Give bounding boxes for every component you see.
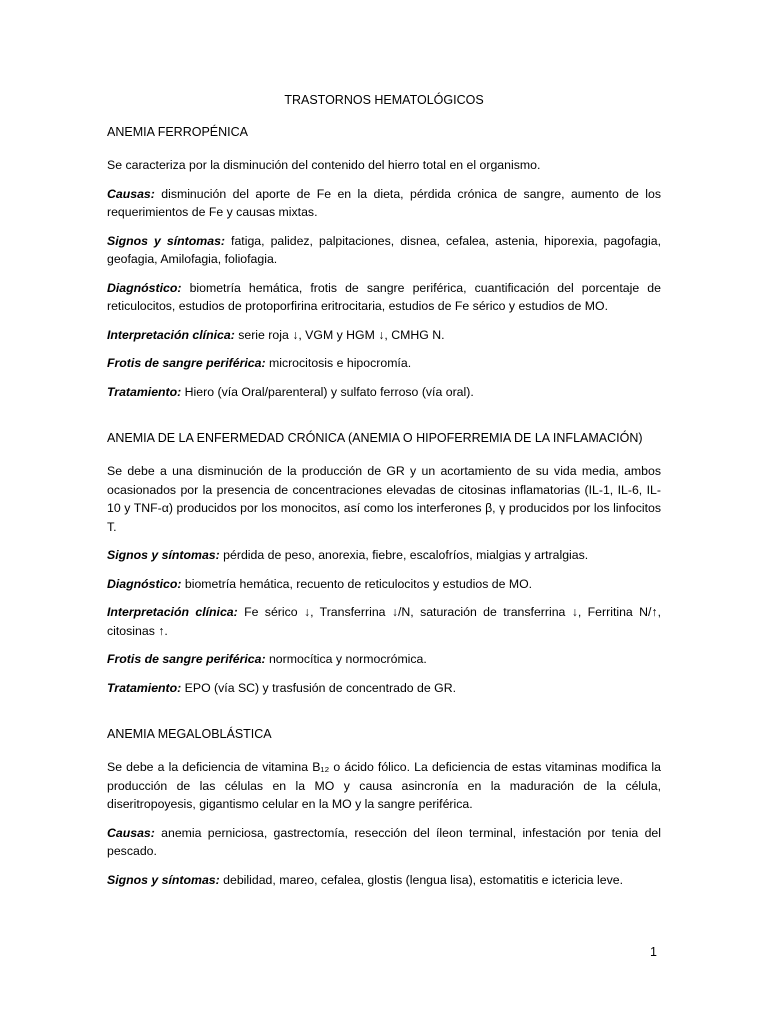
page-number: 1 xyxy=(650,945,657,959)
paragraph-label: Tratamiento: xyxy=(107,384,182,399)
paragraph-text: Se caracteriza por la disminución del contenido del hierro total en el organismo. xyxy=(107,158,541,172)
paragraph-text: biometría hemática, frotis de sangre periférica, cuantificación del porcentaje de reticulocitos, estudios de protoporfirina eritrocitaria, estudios de Fe sérico y estudios de MO. xyxy=(107,280,661,313)
section-heading: ANEMIA FERROPÉNICA xyxy=(107,125,248,139)
document-body xyxy=(107,93,661,899)
paragraph xyxy=(107,326,661,345)
paragraph-text: Se debe a una disminución de la producción de GR y un acortamiento de su vida media, ambos ocasionados por la presencia de concentraciones elevadas de citosinas inflamatorias (IL-1, IL-6, IL-10 y TNF-α) producidos por los monocitos, así como los interferones β, γ producidos por los linfocitos T. xyxy=(107,464,661,534)
paragraph-text: normocítica y normocrómica. xyxy=(265,652,427,666)
paragraph xyxy=(107,156,661,175)
paragraph-label: Signos y síntomas: xyxy=(107,233,225,248)
paragraph xyxy=(107,603,661,640)
paragraph-label: Tratamiento: xyxy=(107,680,182,695)
paragraph-label: Diagnóstico: xyxy=(107,576,182,591)
paragraph xyxy=(107,824,661,861)
paragraph-label: Frotis de sangre periférica: xyxy=(107,356,266,370)
paragraph-label: Diagnóstico: xyxy=(107,280,182,295)
paragraph-text: Fe sérico ↓, Transferrina ↓/N, saturación de transferrina ↓, Ferritina N/↑, citosinas ↑. xyxy=(107,605,661,638)
paragraph-label: Causas: xyxy=(107,825,155,840)
paragraph-text: EPO (vía SC) y trasfusión de concentrado de GR. xyxy=(181,680,457,695)
paragraph-text: serie roja ↓, VGM y HGM ↓, CMHG N. xyxy=(234,327,445,342)
section-heading: ANEMIA MEGALOBLÁSTICA xyxy=(107,727,272,741)
paragraph-text: anemia perniciosa, gastrectomía, resección del íleon terminal, infestación por tenia del pescado. xyxy=(107,825,661,858)
paragraph-label: Interpretación clínica: xyxy=(107,327,235,342)
sections-container xyxy=(107,125,661,889)
paragraph xyxy=(107,679,661,698)
paragraph-text: disminución del aporte de Fe en la dieta, pérdida crónica de sangre, aumento de los requerimientos de Fe y causas mixtas. xyxy=(107,186,661,219)
section-gap xyxy=(107,707,661,727)
section-heading: ANEMIA DE LA ENFERMEDAD CRÓNICA (ANEMIA O HIPOFERREMIA DE LA INFLAMACIÓN) xyxy=(107,431,643,445)
paragraph-text: microcitosis e hipocromía. xyxy=(265,356,412,370)
paragraph-label: Causas: xyxy=(107,186,155,201)
paragraph xyxy=(107,462,661,536)
paragraph xyxy=(107,575,661,594)
section-gap xyxy=(107,411,661,431)
paragraph xyxy=(107,546,661,565)
paragraph-text: biometría hemática, recuento de reticulocitos y estudios de MO. xyxy=(181,576,533,591)
paragraph-label: Frotis de sangre periférica: xyxy=(107,652,266,666)
paragraph-text: debilidad, mareo, cefalea, glostis (lengua lisa), estomatitis e ictericia leve. xyxy=(219,872,624,887)
paragraph xyxy=(107,232,661,269)
document-title: TRASTORNOS HEMATOLÓGICOS xyxy=(284,93,484,107)
paragraph-label: Interpretación clínica: xyxy=(107,605,238,619)
paragraph xyxy=(107,650,661,669)
paragraph-text: Se debe a la deficiencia de vitamina B₁₂ o ácido fólico. La deficiencia de estas vitaminas modifica la producción de las células en la MO y causa asincronía en la maduración de la célula, diseritropoyesis, gigantismo celular en la MO y la sangre periférica. xyxy=(107,760,661,811)
paragraph xyxy=(107,279,661,316)
paragraph xyxy=(107,758,661,814)
paragraph-label: Signos y síntomas: xyxy=(107,872,220,887)
paragraph-text: fatiga, palidez, palpitaciones, disnea, cefalea, astenia, hiporexia, pagofagia, geofagia, Amilofagia, foliofagia. xyxy=(107,233,661,266)
paragraph xyxy=(107,354,661,373)
paragraph xyxy=(107,185,661,222)
paragraph-text: Hiero (vía Oral/parenteral) y sulfato ferroso (vía oral). xyxy=(181,384,474,399)
paragraph xyxy=(107,871,661,890)
paragraph-label: Signos y síntomas: xyxy=(107,548,220,562)
paragraph xyxy=(107,383,661,402)
paragraph-text: pérdida de peso, anorexia, fiebre, escalofríos, mialgias y artralgias. xyxy=(219,548,589,562)
